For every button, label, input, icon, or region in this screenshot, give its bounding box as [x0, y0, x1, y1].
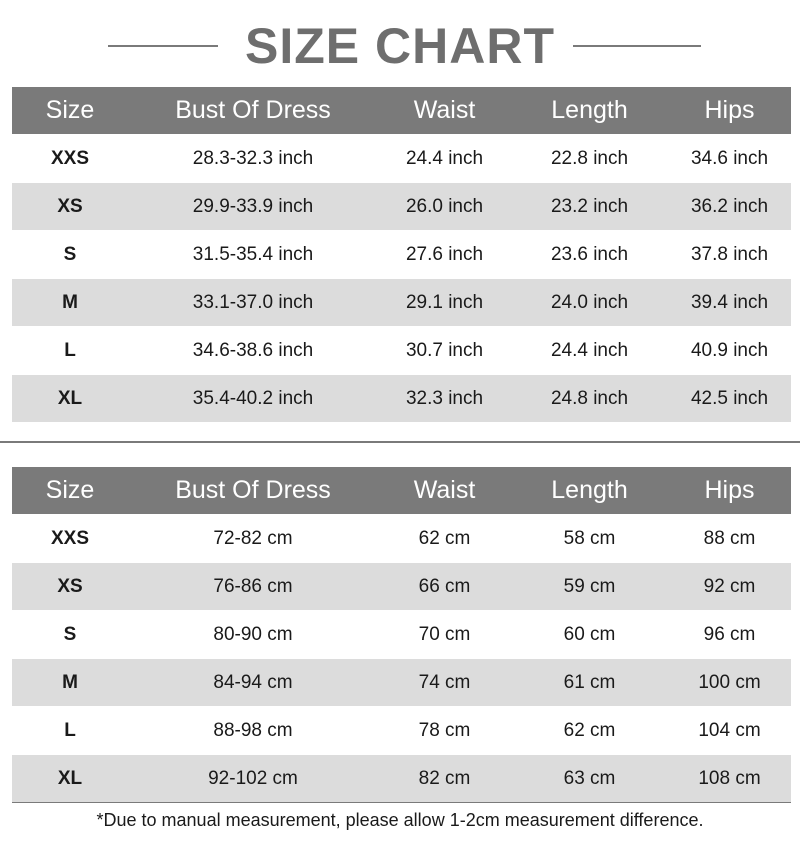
table-row: [12, 659, 791, 706]
header-cell: Length: [551, 96, 628, 124]
measurement-cell: 26.0 inch: [405, 195, 484, 217]
measurement-cell: 80-90 cm: [213, 623, 293, 645]
measurement-cell: 88 cm: [703, 527, 756, 549]
measurement-cell: 31.5-35.4 inch: [192, 243, 314, 265]
measurement-cell: 34.6 inch: [690, 147, 769, 169]
measurement-cell: 96 cm: [703, 623, 756, 645]
table-row: [12, 563, 791, 610]
measurement-cell: 30.7 inch: [405, 339, 484, 361]
size-label-cell: M: [62, 671, 78, 693]
measurement-cell: 42.5 inch: [690, 387, 769, 409]
table-row: [12, 375, 791, 422]
header-cell: Waist: [413, 476, 476, 504]
measurement-cell: 76-86 cm: [213, 575, 293, 597]
measurement-cell: 33.1-37.0 inch: [192, 291, 314, 313]
header-cell: Hips: [704, 96, 755, 124]
measurement-cell: 24.4 inch: [550, 339, 629, 361]
measurement-cell: 74 cm: [418, 671, 471, 693]
measurement-cell: 88-98 cm: [213, 719, 293, 741]
size-label-cell: S: [63, 623, 77, 645]
measurement-cell: 70 cm: [418, 623, 471, 645]
size-label-cell: M: [62, 291, 78, 313]
measurement-cell: 23.2 inch: [550, 195, 629, 217]
size-label-cell: S: [63, 243, 77, 265]
size-label-cell: L: [64, 339, 76, 361]
footer-divider: [12, 802, 791, 803]
measurement-cell: 62 cm: [418, 527, 471, 549]
table-row: [12, 755, 791, 802]
measurement-cell: 100 cm: [698, 671, 761, 693]
measurement-cell: 40.9 inch: [690, 339, 769, 361]
header-cell: Bust Of Dress: [175, 96, 331, 124]
table-row: [12, 279, 791, 326]
table-row: [12, 707, 791, 754]
measurement-cell: 35.4-40.2 inch: [192, 387, 314, 409]
header-cell: Size: [45, 96, 95, 124]
measurement-cell: 78 cm: [418, 719, 471, 741]
page-title: SIZE CHART: [245, 18, 555, 74]
measurement-cell: 24.0 inch: [550, 291, 629, 313]
measurement-cell: 34.6-38.6 inch: [192, 339, 314, 361]
size-label-cell: XXS: [50, 147, 90, 169]
title-row: [0, 14, 800, 78]
table-row: [12, 515, 791, 562]
measurement-cell: 92 cm: [703, 575, 756, 597]
table-header: [12, 467, 791, 514]
measurement-cell: 82 cm: [418, 767, 471, 789]
size-label-cell: XS: [57, 575, 83, 597]
measurement-cell: 104 cm: [698, 719, 761, 741]
measurement-cell: 36.2 inch: [690, 195, 769, 217]
table-header: [12, 87, 791, 134]
header-cell: Waist: [413, 96, 476, 124]
measurement-cell: 29.1 inch: [405, 291, 484, 313]
header-cell: Length: [551, 476, 628, 504]
table-row: [12, 611, 791, 658]
table-row: [12, 183, 791, 230]
measurement-cell: 84-94 cm: [213, 671, 293, 693]
measurement-cell: 60 cm: [563, 623, 616, 645]
measurement-cell: 92-102 cm: [208, 767, 298, 789]
header-cell: Bust Of Dress: [175, 476, 331, 504]
measurement-cell: 29.9-33.9 inch: [192, 195, 314, 217]
measurement-cell: 61 cm: [563, 671, 616, 693]
measurement-cell: 66 cm: [418, 575, 471, 597]
size-label-cell: XS: [57, 195, 83, 217]
size-table-inch: [12, 87, 791, 422]
header-cell: Size: [45, 476, 95, 504]
section-divider: [0, 441, 800, 443]
size-label-cell: XL: [57, 387, 83, 409]
size-label-cell: XXS: [50, 527, 90, 549]
table-row: [12, 327, 791, 374]
measurement-cell: 27.6 inch: [405, 243, 484, 265]
title-line-right: [573, 45, 701, 47]
measurement-cell: 37.8 inch: [690, 243, 769, 265]
measurement-cell: 24.8 inch: [550, 387, 629, 409]
size-label-cell: XL: [57, 767, 83, 789]
table-row: [12, 135, 791, 182]
measurement-cell: 58 cm: [563, 527, 616, 549]
measurement-cell: 23.6 inch: [550, 243, 629, 265]
table-row: [12, 231, 791, 278]
size-table-cm: [12, 467, 791, 802]
measurement-cell: 63 cm: [563, 767, 616, 789]
measurement-cell: 62 cm: [563, 719, 616, 741]
measurement-cell: 32.3 inch: [405, 387, 484, 409]
measurement-cell: 108 cm: [698, 767, 761, 789]
measurement-note: *Due to manual measurement, please allow 1-2cm measurement difference.: [96, 810, 704, 830]
measurement-cell: 28.3-32.3 inch: [192, 147, 314, 169]
measurement-cell: 72-82 cm: [213, 527, 293, 549]
size-label-cell: L: [64, 719, 76, 741]
measurement-cell: 59 cm: [563, 575, 616, 597]
measurement-cell: 22.8 inch: [550, 147, 629, 169]
header-cell: Hips: [704, 476, 755, 504]
measurement-cell: 39.4 inch: [690, 291, 769, 313]
measurement-cell: 24.4 inch: [405, 147, 484, 169]
